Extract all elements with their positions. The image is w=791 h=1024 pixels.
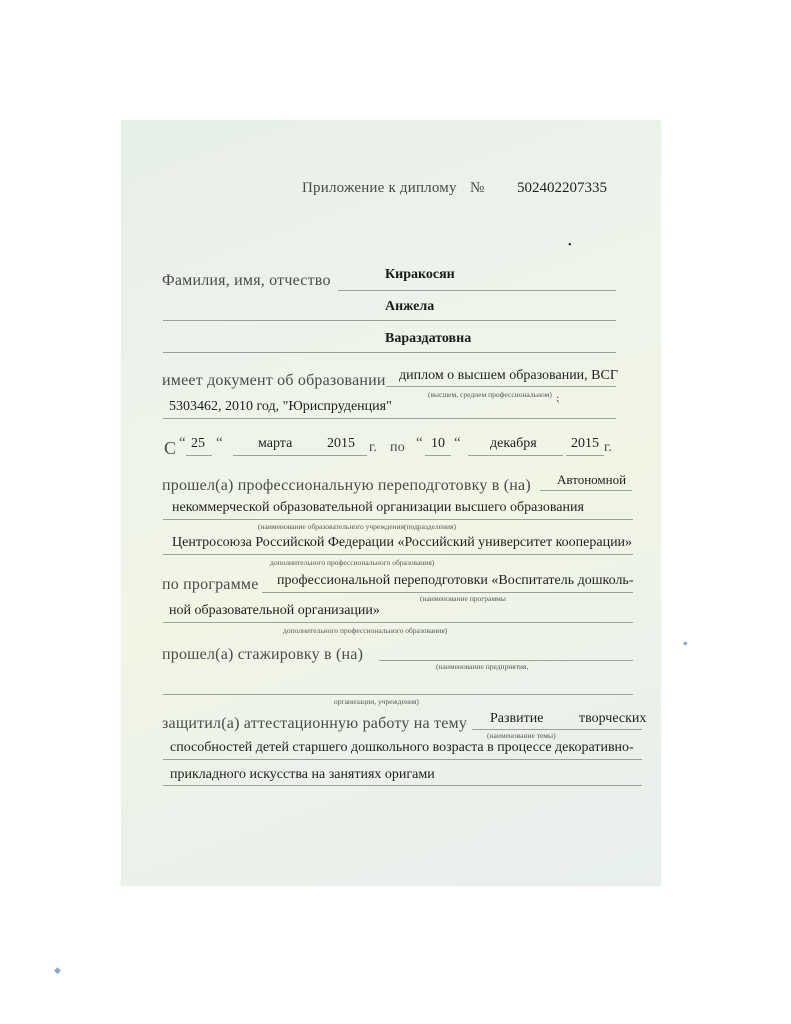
quote-open-1: “ bbox=[179, 435, 186, 451]
thesis-line-2: способностей детей старшего дошкольного возраста в процессе декоративно- bbox=[170, 740, 634, 755]
education-label: имеет документ об образовании bbox=[162, 372, 386, 389]
to-year-suffix: г. bbox=[604, 440, 613, 455]
scan-speck: ◆ bbox=[683, 641, 688, 647]
education-underline-2 bbox=[163, 418, 616, 419]
program-label: по программе bbox=[162, 576, 259, 593]
to-year: 2015 bbox=[571, 436, 599, 451]
number-sign: № bbox=[470, 180, 485, 196]
program-line-1: профессиональной переподготовки «Воспитатель дошколь- bbox=[277, 573, 634, 588]
program-caption-2: дополнительного профессионального образования) bbox=[283, 626, 448, 635]
thesis-underline-2 bbox=[163, 759, 642, 760]
retraining-org-line-1: Автономной bbox=[557, 472, 627, 487]
from-day-underline bbox=[186, 455, 212, 456]
internship-label: прошел(а) стажировку в (на) bbox=[162, 646, 364, 663]
from-year: 2015 bbox=[327, 436, 355, 451]
internship-caption-2: организации, учреждения) bbox=[334, 697, 419, 706]
education-line-1: диплом о высшем образовании, ВСГ bbox=[399, 368, 618, 383]
from-year-suffix: г. bbox=[369, 440, 378, 455]
scan-speck: ◆ bbox=[54, 965, 61, 975]
education-line-2: 5303462, 2010 год, "Юриспруденция" bbox=[169, 399, 392, 414]
from-year-underline bbox=[323, 455, 367, 456]
from-day: 25 bbox=[191, 436, 205, 451]
from-month: марта bbox=[258, 436, 293, 451]
thesis-label: защитил(а) аттестационную работу на тему bbox=[162, 715, 468, 732]
internship-underline-2 bbox=[163, 694, 633, 695]
name-label: Фамилия, имя, отчество bbox=[162, 272, 331, 289]
to-month: декабря bbox=[490, 436, 537, 451]
retraining-caption-2: дополнительного профессионального образования) bbox=[270, 558, 435, 567]
retraining-org-line-2: некоммерческой образовательной организации высшего образования bbox=[172, 500, 584, 515]
quote-close-2: “ bbox=[454, 435, 461, 451]
retraining-caption-1: (наименование образовательного учреждения(подразделения) bbox=[258, 522, 456, 531]
thesis-word-2: творческих bbox=[579, 711, 647, 726]
to-year-underline bbox=[566, 455, 604, 456]
to-month-underline bbox=[468, 455, 563, 456]
name-underline-1 bbox=[338, 290, 616, 291]
thesis-line-3: прикладного искусства на занятиях оригами bbox=[170, 767, 435, 782]
education-caption: (высшем, среднем профессиональном) bbox=[428, 390, 552, 399]
patronymic-value: Вараздатовна bbox=[385, 331, 472, 346]
to-day-underline bbox=[425, 455, 451, 456]
name-underline-2 bbox=[163, 320, 616, 321]
thesis-caption: (наименование темы) bbox=[487, 731, 556, 740]
period-from-prefix: С bbox=[164, 438, 177, 458]
retraining-underline-2 bbox=[163, 519, 633, 520]
diploma-number: 502402207335 bbox=[517, 180, 607, 196]
surname-value: Киракосян bbox=[385, 267, 455, 282]
period-to-prefix: по bbox=[390, 440, 405, 455]
internship-caption-1: (наименование предприятия, bbox=[436, 662, 529, 671]
thesis-underline-3 bbox=[163, 785, 642, 786]
education-underline-1 bbox=[386, 386, 616, 387]
program-underline-1 bbox=[262, 592, 633, 593]
retraining-label: прошел(а) профессиональную переподготовку в (на) bbox=[162, 477, 531, 494]
quote-close-1: “ bbox=[216, 435, 223, 451]
internship-underline-1 bbox=[379, 660, 633, 661]
program-underline-2 bbox=[163, 622, 633, 623]
program-line-2: ной образовательной организации» bbox=[169, 603, 380, 618]
thesis-word-1: Развитие bbox=[490, 711, 544, 726]
program-caption-1: (наименование программы bbox=[420, 594, 506, 603]
thesis-underline-1 bbox=[472, 729, 642, 730]
retraining-underline-1 bbox=[540, 490, 632, 491]
name-underline-3 bbox=[163, 352, 616, 353]
document-title: Приложение к диплому bbox=[302, 180, 457, 196]
first-name-value: Анжела bbox=[385, 299, 435, 314]
retraining-org-line-3: Центросоюза Российской Федерации «Российский университет кооперации» bbox=[172, 535, 633, 550]
ink-dot: • bbox=[568, 240, 572, 251]
to-day: 10 bbox=[431, 436, 445, 451]
retraining-underline-3 bbox=[163, 554, 633, 555]
quote-open-2: “ bbox=[416, 435, 423, 451]
from-month-underline bbox=[233, 455, 323, 456]
ink-mark: ⁏ bbox=[556, 393, 560, 404]
